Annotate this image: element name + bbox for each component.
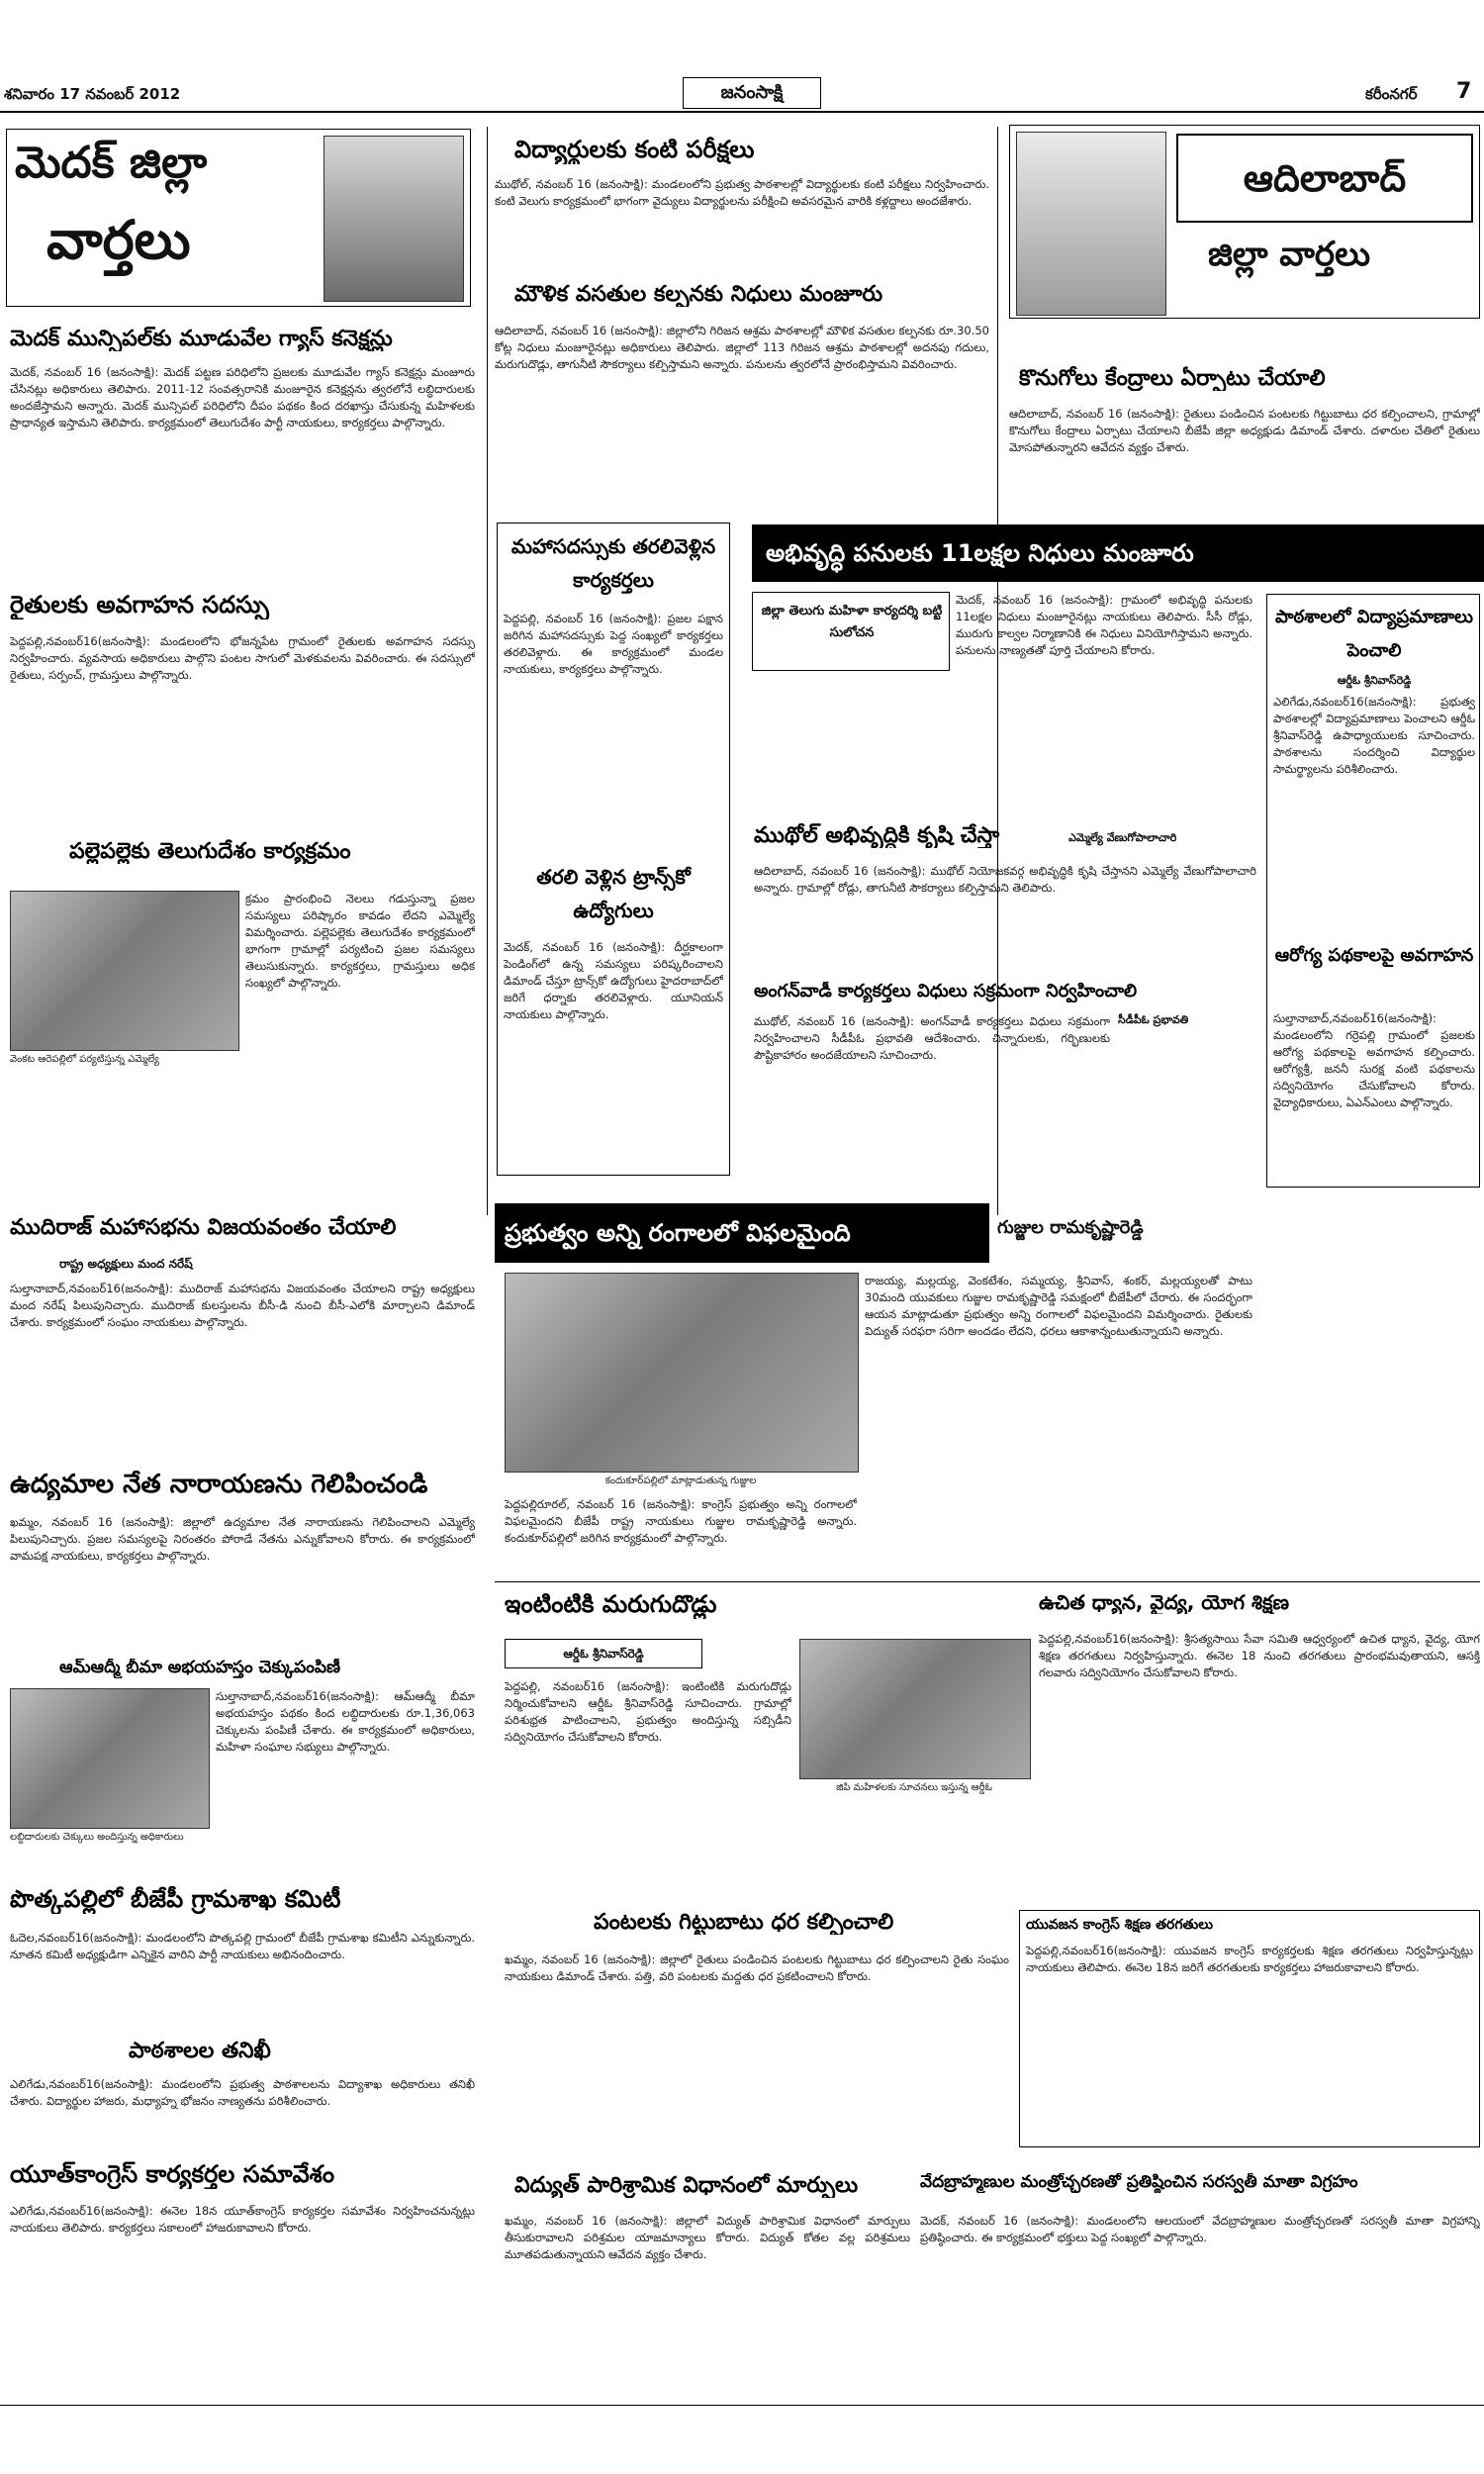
headline: పంటలకు గిట్టుబాటు ధర కల్పించాలి [594, 1910, 894, 1935]
photo-caption: లబ్ధిదారులకు చెక్కులు అందిస్తున్న అధికారులు [10, 1832, 184, 1843]
article-body: ఖమ్మం, నవంబర్ 16 (జనంసాక్షి): జిల్లాలో రైతులు పండించిన పంటలకు గిట్టుబాటు ధర కల్పించాలని రైతు సంఘం నాయకులు డిమాండ్ చేశారు. పత్తి, వరి పంటలకు మద్దతు ధర ప్రకటించాలని కోరారు. [505, 1952, 1009, 1983]
article-body: పెద్దపల్లి,నవంబర్16(జనంసాక్షి): శ్రీసత్యసాయి సేవా సమితి ఆధ్వర్యంలో ఉచిత ధ్యాన, వైద్య, యోగ శిక్షణ తరగతులు నిర్వహిస్తున్నారు. ఈనెల 18 నుంచి తరగతులు ప్రారంభమవుతాయని, ఆసక్తి గలవారు సద్వినియోగం చేసుకోవాలని కోరారు. [1039, 1632, 1480, 1679]
headline: కొనుగోలు కేంద్రాలు ఏర్పాటు చేయాలి [1019, 366, 1326, 391]
article-body: ఎలిగేడు,నవంబర్16(జనంసాక్షి): ఈనెల 18న యూత్‌కాంగ్రెస్ కార్యకర్తల సమావేశం నిర్వహించనున్నట్లు నాయకులు తెలిపారు. కార్యకర్తలు సకాలంలో హాజరుకావాలని కోరారు. [10, 2204, 475, 2235]
headline: యువజన కాంగ్రెస్ శిక్షణ తరగతులు [1026, 1917, 1213, 1933]
headline: ఇంటింటికి మరుగుదొడ్లు [505, 1591, 717, 1618]
headline: రైతులకు అవగాహన సదస్సు [10, 592, 269, 618]
article-body: ముథోల్, నవంబర్ 16 (జనంసాక్షి): మండలంలోని ప్రభుత్వ పాఠశాలల్లో విద్యార్థులకు కంటి పరీక్షలు నిర్వహించారు. కంటి వెలుగు కార్యక్రమంలో భాగంగా వైద్యులు విద్యార్థులను పరీక్షించి అవసరమైన వారికి కళ్లద్దాలు అందజేశారు. [495, 177, 989, 208]
logo-text: జనంసాక్షి [720, 82, 784, 103]
boxed-article [497, 523, 730, 1176]
article-body [752, 683, 950, 811]
headline: మౌళిక వసతుల కల్పనకు నిధులు మంజూరు [514, 282, 883, 307]
masthead-date: శనివారం 17 నవంబర్ 2012 [4, 85, 181, 103]
article-body: పెద్దపల్లి, నవంబర్ 16 (జనంసాక్షి): ప్రజల పక్షాన జరిగిన మహాసదస్సుకు పెద్ద సంఖ్యలో కార్యకర్తలు తరలివెళ్లారు. ఈ కార్యక్రమంలో మండల నాయకులు, కార్యకర్తలు పాల్గొన్నారు. [504, 612, 723, 676]
article-body: పెద్దపల్లి, నవంబర్16 (జనంసాక్షి): ఇంటింటికి మరుగుదొడ్లు నిర్మించుకోవాలని ఆర్డీఓ శ్రీనివాస్‌రెడ్డి సూచించారు. గ్రామాల్లో పరిశుభ్రత పాటించాలని, ప్రభుత్వం అందిస్తున్న సబ్సిడీని సద్వినియోగం చేసుకోవాలని కోరారు. [505, 1679, 791, 1744]
article-body: మెదక్, నవంబర్ 16 (జనంసాక్షి): మండలంలోని ఆలయంలో వేదబ్రాహ్మణుల మంత్రోచ్ఛరణతో సరస్వతీ మాతా విగ్రహాన్ని ప్రతిష్ఠించారు. ఈ కార్యక్రమంలో భక్తులు పెద్ద సంఖ్యలో పాల్గొన్నారు. [920, 2214, 1480, 2244]
article-body: ఆదిలాబాద్, నవంబర్ 16 (జనంసాక్షి): ముథోల్ నియోజకవర్గ అభివృద్ధికి కృషి చేస్తానని ఎమ్మెల్యే వేణుగోపాలాచారి అన్నారు. గ్రామాల్లో రోడ్లు, తాగునీటి సౌకర్యాలు కల్పిస్తామని తెలిపారు. [754, 864, 1256, 895]
article-body: ఎలిగేడు,నవంబర్16(జనంసాక్షి): ప్రభుత్వ పాఠశాలల్లో విద్యాప్రమాణాలు పెంచాలని ఆర్డీఓ శ్రీనివాస్‌రెడ్డి ఉపాధ్యాయులకు సూచించారు. పాఠశాలను సందర్శించి విద్యార్థుల సామర్థ్యాలను పరిశీలించారు. [1273, 695, 1475, 776]
article-body: ఆదిలాబాద్, నవంబర్ 16 (జనంసాక్షి): జిల్లాలోని గిరిజన ఆశ్రమ పాఠశాలల్లో మౌళిక వసతుల కల్పనకు రూ.30.50 కోట్ల నిధులు మంజూరైనట్లు అధికారులు తెలిపారు. జిల్లాలో 113 గిరిజన ఆశ్రమ పాఠశాలల్లో అదనపు గదులు, మరుగుదొడ్లు, తాగునీటి సౌకర్యాలు కల్పిస్తామని అన్నారు. పనులను త్వరలోనే ప్రారంభిస్తామని వివరించారు. [495, 324, 989, 371]
banner-title: ప్రభుత్వం అన్ని రంగాలలో విఫలమైంది [505, 1219, 851, 1247]
masthead-rule [0, 111, 1484, 113]
photo-caption: వెంకట ఆరెపల్లిలో పర్యటిస్తున్న ఎమ్మెల్యే [10, 1054, 159, 1065]
headline: తరలి వెళ్లిన ట్రాన్స్‌కో ఉద్యోగులు [536, 865, 691, 922]
article-body: పెద్దపల్లి,నవంబర్16(జనంసాక్షి): మండలంలోని భోజన్నపేట గ్రామంలో రైతులకు అవగాహన సదస్సు నిర్వహించారు. వ్యవసాయ అధికారులు పాల్గొని పంటల సాగులో మెళకువలను వివరించారు. ఈ సదస్సులో రైతులు, సర్పంచ్, గ్రామస్తులు పాల్గొన్నారు. [10, 634, 475, 682]
name-box [505, 1639, 702, 1668]
headline: ముథోల్ అభివృద్ధికి కృషి చేస్తా [754, 823, 1000, 848]
adilabad-title-box [1176, 134, 1473, 223]
masthead-city: కరీంనగర్ [1365, 85, 1418, 103]
article-photo [10, 1688, 210, 1829]
headline: వేదబ్రాహ్మణుల మంత్రోచ్ఛరణతో ప్రతిష్ఠించిన సరస్వతీ మాతా విగ్రహం [920, 2173, 1358, 2192]
article-body: సుల్తానాబాద్,నవంబర్16(జనంసాక్షి): ఆమ్ఆద్మీ బీమా అభయహస్తం పథకం కింద లబ్ధిదారులకు రూ.1,36,063 చెక్కులను పంపిణీ చేశారు. ఈ కార్యక్రమంలో అధికారులు, మహిళా సంఘాల సభ్యులు పాల్గొన్నారు. [216, 1689, 475, 1754]
article-body: ముథోల్, నవంబర్ 16 (జనంసాక్షి): అంగన్‌వాడీ కార్యకర్తలు విధులు సక్రమంగా నిర్వహించాలని సీడీపీఓ ప్రభావతి ఆదేశించారు. చిన్నారులకు, గర్భిణులకు పౌష్టికాహారం అందజేయాలని సూచించారు. [754, 1014, 1110, 1062]
article-body: ఓదెల,నవంబర్16(జనంసాక్షి): మండలంలోని పొత్కపల్లి గ్రామంలో బీజేపీ గ్రామశాఖ కమిటీని ఎన్నుకున్నారు. నూతన కమిటీ అధ్యక్షుడిగా ఎన్నికైన వారిని పార్టీ నాయకులు అభినందించారు. [10, 1931, 475, 1961]
subheadline: ఎమ్మెల్యే వేణుగోపాలాచారి [1068, 831, 1177, 844]
article-body: రాజయ్య, మల్లయ్య, వెంకటేశం, సమ్మయ్య, శ్రీనివాస్, శంకర్, మల్లయ్యలతో పాటు 30మంది యువకులు గుజ్జుల రామకృష్ణారెడ్డి సమక్షంలో బీజేపీలో చేరారు. ఈ సందర్భంగా ఆయన మాట్లాడుతూ ప్రభుత్వం అన్ని రంగాలలో విఫలమైందని విమర్శించారు. రైతులకు విద్యుత్ సరఫరా సరిగా అందడం లేదని, ధరలు ఆకాశాన్నంటుతున్నాయని అన్నారు. [865, 1274, 1252, 1338]
article-body: ఖమ్మం, నవంబర్ 16 (జనంసాక్షి): జిల్లాలో విద్యుత్ పారిశ్రామిక విధానంలో మార్పులు తీసుకురావాలని పరిశ్రమల యాజమాన్యాలు కోరారు. విద్యుత్ కోతల వల్ల పరిశ్రమలు మూతపడుతున్నాయని ఆవేదన వ్యక్తం చేశారు. [505, 2214, 910, 2261]
article-body: మెదక్, నవంబర్ 16 (జనంసాక్షి): మెదక్ పట్టణ పరిధిలోని ప్రజలకు మూడువేల గ్యాస్ కనెక్షన్లు మంజూరు చేసినట్లు అధికారులు తెలిపారు. 2011-12 సంవత్సరానికి మంజూరైన కనెక్షన్లను త్వరలోనే లబ్ధిదారులకు అందజేస్తామని అన్నారు. మెదక్ మున్సిపల్ పరిధిలోని దీపం పథకం కింద దరఖాస్తు చేసుకున్న మహిళలకు ప్రాధాన్యత ఇస్తామని తెలిపారు. కార్యక్రమంలో తెలుగుదేశం పార్టీ నాయకులు, కార్యకర్తలు పాల్గొన్నారు. [10, 365, 475, 429]
article-body: మెదక్, నవంబర్ 16 (జనంసాక్షి): దీర్ఘకాలంగా పెండింగ్‌లో ఉన్న సమస్యలు పరిష్కరించాలని డిమాండ్ చేస్తూ ట్రాన్స్‌కో ఉద్యోగులు హైదరాబాద్‌లో జరిగే ధర్నాకు తరలివెళ్లారు. యూనియన్ నాయకులు పాల్గొన్నారు. [504, 940, 723, 1021]
medak-title-line1: మెదక్ జిల్లా [15, 138, 208, 188]
boxed-article [1019, 1910, 1480, 2147]
column-divider [487, 127, 488, 1215]
adilabad-title-line1: ఆదిలాబాద్ [1243, 156, 1407, 200]
man-caricature-image [1016, 132, 1166, 316]
headline: మెదక్ మున్సిపల్‌కు మూడువేల గ్యాస్ కనెక్షన్లు [10, 327, 393, 351]
headline-banner [495, 1203, 989, 1263]
medak-title-line2: వార్తలు [46, 209, 191, 271]
article-body: పెద్దపల్లిరూరల్, నవంబర్ 16 (జనంసాక్షి): కాంగ్రెస్ ప్రభుత్వం అన్ని రంగాలలో విఫలమైందని బీజేపీ రాష్ట్ర నాయకులు గుజ్జుల రామకృష్ణారెడ్డి అన్నారు. కందుకూర్‌పల్లిలో జరిగిన కార్యక్రమంలో పాల్గొన్నారు. [505, 1497, 857, 1545]
page-number: 7 [1456, 79, 1472, 104]
headline: విద్యుత్ పారిశ్రామిక విధానంలో మార్పులు [514, 2173, 859, 2198]
article-photo [799, 1639, 1031, 1779]
headline: ఉద్యమాల నేత నారాయణను గెలిపించండి [10, 1471, 428, 1499]
name-label: జిల్లా తెలుగు మహిళా కార్యదర్శి బట్టి సులోచన [761, 604, 943, 640]
headline: పాఠశాలలో విద్యాప్రమాణాలు పెంచాలి [1275, 607, 1473, 661]
name-label: ఆర్డీఓ శ్రీనివాస్‌రెడ్డి [563, 1647, 644, 1661]
headline: విద్యార్థులకు కంటి పరీక్షలు [514, 137, 755, 163]
banner-tag: గుజ్జుల రామకృష్ణారెడ్డి [997, 1217, 1144, 1238]
article-body: మెదక్, నవంబర్ 16 (జనంసాక్షి): గ్రామంలో అభివృద్ధి పనులకు 11లక్షల నిధులు మంజూరైనట్లు నాయకులు తెలిపారు. సీసీ రోడ్లు, మురుగు కాల్వల నిర్మాణానికి ఈ నిధులు వినియోగిస్తామని అన్నారు. పనులను నాణ్యతతో పూర్తి చేయాలని కోరారు. [956, 593, 1252, 657]
headline: ఉచిత ధ్యాన, వైద్య, యోగ శిక్షణ [1039, 1591, 1290, 1614]
headline: ముదిరాజ్ మహాసభను విజయవంతం చేయాలి [10, 1215, 397, 1240]
photo-caption: కందుకూర్‌పల్లిలో మాట్లాడుతున్న గుజ్జుల [604, 1475, 757, 1486]
article-body: సుల్తానాబాద్,నవంబర్16(జనంసాక్షి): మండలంలోని గర్రెపల్లి గ్రామంలో ప్రజలకు ఆరోగ్య పథకాలపై అవగాహన కల్పించారు. ఆరోగ్యశ్రీ, జననీ సురక్ష వంటి పథకాలను సద్వినియోగం చేసుకోవాలని కోరారు. వైద్యాధికారులు, ఏఎన్‌ఎంలు పాల్గొన్నారు. [1273, 1011, 1475, 1109]
headline: మహాసదస్సుకు తరలివెళ్లిన కార్యకర్తలు [510, 534, 716, 592]
church-image [324, 136, 464, 302]
article-photo [10, 891, 239, 1051]
headline: పల్లెపల్లెకు తెలుగుదేశం కార్యక్రమం [69, 839, 351, 864]
subheadline: రాష్ట్ర అధ్యక్షులు మంద నరేష్ [59, 1257, 193, 1271]
adilabad-title-line2: జిల్లా వార్తలు [1208, 235, 1370, 274]
adilabad-section-header [1009, 125, 1480, 319]
photo-caption: జిపి మహిళలకు సూచనలు ఇస్తున్న ఆర్డీఓ [836, 1782, 992, 1793]
medak-section-header [6, 129, 471, 307]
page-bottom-rule [0, 2405, 1484, 2406]
article-photo [505, 1273, 859, 1473]
article-body: పెద్దపల్లి,నవంబర్16(జనంసాక్షి): యువజన కాంగ్రెస్ కార్యకర్తలకు శిక్షణ తరగతులు నిర్వహిస్తున్నట్లు నాయకులు తెలిపారు. ఈనెల 18న జరిగే తరగతులకు కార్యకర్తలు హాజరుకావాలని కోరారు. [1026, 1944, 1473, 1974]
headline-banner [752, 524, 1484, 582]
banner-title: అభివృద్ధి పనులకు 11లక్షల నిధులు మంజూరు [766, 539, 1194, 567]
article-body: ఆదిలాబాద్, నవంబర్ 16 (జనంసాక్షి): రైతులు పండించిన పంటలకు గిట్టుబాటు ధర కల్పించాలని, గ్రామాల్లో కొనుగోలు కేంద్రాలు ఏర్పాటు చేయాలని బీజేపీ జిల్లా అధ్యక్షుడు డిమాండ్ చేశారు. దళారుల చేతిలో రైతులు మోసపోతున్నారని ఆవేదన వ్యక్తం చేశారు. [1009, 407, 1480, 454]
article-body: క్రమం ప్రారంభించి నెలలు గడుస్తున్నా ప్రజల సమస్యలు పరిష్కారం కావడం లేదని ఎమ్మెల్యే విమర్శించారు. పల్లెపల్లెకు తెలుగుదేశం కార్యక్రమంలో భాగంగా గ్రామాల్లో పర్యటించి ప్రజల సమస్యలు తెలుసుకున్నారు. కార్యకర్తలు, గ్రామస్తులు అధిక సంఖ్యలో పాల్గొన్నారు. [245, 892, 475, 990]
headline: అంగన్‌వాడీ కార్యకర్తలు విధులు సక్రమంగా నిర్వహించాలి [754, 982, 1138, 1001]
masthead [0, 77, 1484, 111]
headline: ఆరోగ్య పథకాలపై అవగాహన [1274, 945, 1474, 966]
headline: పాఠశాలల తనిఖీ [129, 2039, 271, 2063]
article-body: ఖమ్మం, నవంబర్ 16 (జనంసాక్షి): జిల్లాలో ఉద్యమాల నేత నారాయణను గెలిపించాలని ఎమ్మెల్యే పిలుపునిచ్చారు. ప్రజల సమస్యలపై నిరంతరం పోరాడే నేతను ఎన్నుకోవాలని కోరారు. ఈ కార్యక్రమంలో వామపక్ష నాయకులు, కార్యకర్తలు పాల్గొన్నారు. [10, 1515, 475, 1563]
headline: ఆమ్ఆద్మీ బీమా అభయహస్తం చెక్కుపంపిణీ [59, 1659, 340, 1677]
article-body: సుల్తానాబాద్,నవంబర్16(జనంసాక్షి): ముదిరాజ్ మహాసభను విజయవంతం చేయాలని రాష్ట్ర అధ్యక్షులు మంద నరేష్ పిలుపునిచ్చారు. ముదిరాజ్ కులస్తులను బీసీ-డి నుంచి బీసీ-ఎలోకి మార్చాలని డిమాండ్ చేశారు. కార్యక్రమంలో సంఘం నాయకులు పాల్గొన్నారు. [10, 1282, 475, 1329]
section-divider [495, 1581, 1480, 1582]
boxed-article [1266, 594, 1480, 1188]
name-box [752, 592, 950, 671]
headline: యూత్‌కాంగ్రెస్ కార్యకర్తల సమావేశం [10, 2161, 335, 2188]
headline: పొత్కపల్లిలో బీజేపీ గ్రామశాఖ కమిటీ [10, 1886, 341, 1913]
subheadline: సీడీపీఓ ప్రభావతి [1118, 1013, 1189, 1026]
masthead-logo [683, 77, 821, 109]
subheadline: ఆర్డీఓ శ్రీనివాస్‌రెడ్డి [1337, 674, 1412, 687]
article-body: ఎలిగేడు,నవంబర్16(జనంసాక్షి): మండలంలోని ప్రభుత్వ పాఠశాలలను విద్యాశాఖ అధికారులు తనిఖీ చేశారు. విద్యార్థుల హాజరు, మధ్యాహ్న భోజనం నాణ్యతను పరిశీలించారు. [10, 2077, 475, 2108]
